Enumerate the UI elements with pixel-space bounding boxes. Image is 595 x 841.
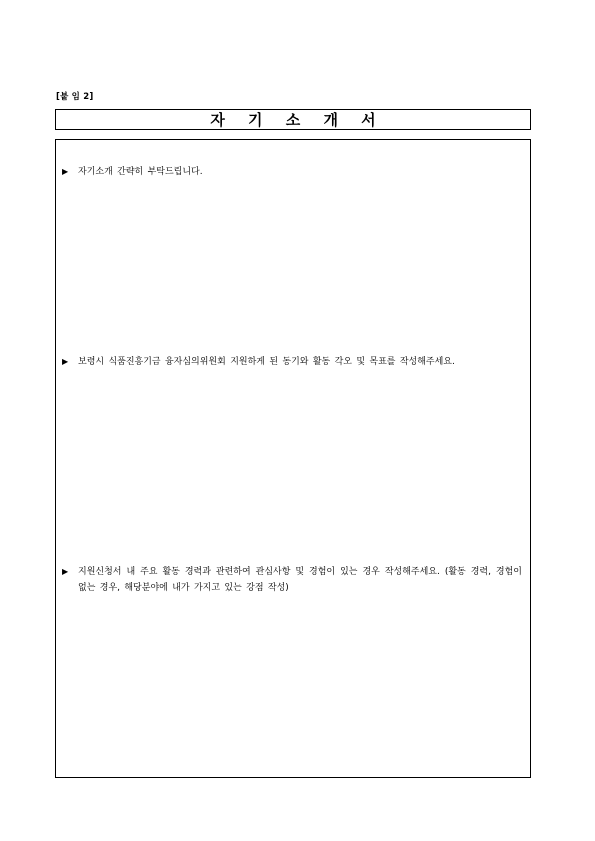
- attachment-label: [붙 임 2]: [56, 92, 94, 102]
- content-box: [55, 139, 531, 778]
- section-prompt: 지원신청서 내 주요 활동 경력과 관련하여 관심사항 및 경험이 있는 경우 작성해주세요. (활동 경력, 경험이 없는 경우, 해당분야에 내가 가지고 있는 강점 작성): [78, 567, 522, 593]
- document-title: 자 기 소 개 서: [210, 111, 385, 129]
- bullet-arrow-icon: ▶: [62, 357, 69, 366]
- section-experience: [62, 564, 522, 596]
- section-prompt: 자기소개 간략히 부탁드립니다.: [78, 167, 203, 177]
- section-prompt: 보령시 식품진흥기금 융자심의위원회 지원하게 된 동기와 활동 각오 및 목표를 작성해주세요.: [78, 357, 455, 367]
- section-self-introduction: [62, 164, 522, 180]
- bullet-arrow-icon: ▶: [62, 167, 69, 176]
- bullet-arrow-icon: ▶: [62, 567, 69, 576]
- title-box: [55, 109, 531, 130]
- section-motivation: [62, 354, 522, 370]
